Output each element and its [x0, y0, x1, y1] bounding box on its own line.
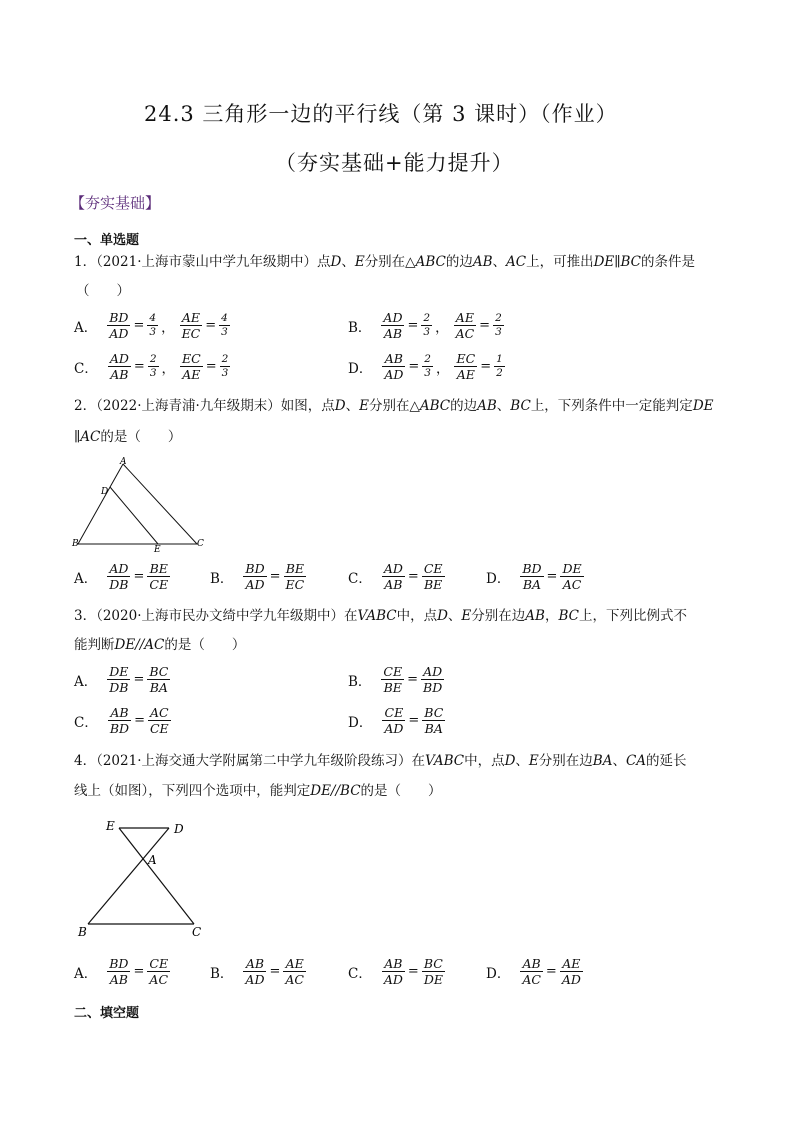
q4-label-e: E: [106, 819, 115, 833]
question-1-blank: （ ）: [76, 283, 130, 299]
question-4-line2: 线上（如图），下列四个选项中，能判定DE//BC的是（ ）: [74, 783, 442, 799]
q2-option-c[interactable]: C． $\frac{AD}{AB}$ = $\frac{CE}{BE}$: [348, 561, 443, 592]
q2-label-d: D: [101, 487, 109, 497]
q2-label-c: C: [197, 539, 204, 549]
q4-option-d[interactable]: D． $\frac{AB}{AC}$ = $\frac{AE}{AD}$: [486, 956, 581, 987]
q4-option-a[interactable]: A． $\frac{BD}{AB}$ = $\frac{CE}{AC}$: [74, 956, 169, 987]
q3-option-d[interactable]: D． $\frac{CE}{AD}$ = $\frac{BC}{BA}$: [348, 705, 444, 736]
q4-label-c: C: [192, 925, 202, 939]
q4-label-d: D: [174, 822, 184, 836]
q4-option-b[interactable]: B． $\frac{AB}{AD}$ = $\frac{AE}{AC}$: [210, 956, 304, 987]
question-4-line1: 4．（2021·上海交通大学附属第二中学九年级阶段练习）在VABC中，点D、E分别在边BA、CA的延长: [74, 753, 687, 769]
part1-heading: 一、单选题: [74, 233, 140, 248]
question-3-line1: 3．（2020·上海市民办文绮中学九年级期中）在VABC中，点D、E分别在边AB，BC上，下列比例式不: [74, 608, 687, 624]
q1-option-b[interactable]: B． $\frac{AD}{AB}$ = $\frac{2}{3}$ ， $\frac{AE}{AC}$ = $\frac{2}{3}$: [348, 310, 502, 341]
question-2-line1: 2．（2022·上海青浦·九年级期末）如图，点D、E分别在△ABC的边AB、BC上，下列条件中一定能判定DE: [74, 398, 714, 414]
q2-option-b[interactable]: B． $\frac{BD}{AD}$ = $\frac{BE}{EC}$: [210, 561, 305, 592]
q2-triangle-figure: [70, 455, 210, 555]
q4-label-b: B: [78, 925, 87, 939]
q3-option-b[interactable]: B． $\frac{CE}{BE}$ = $\frac{AD}{BD}$: [348, 664, 443, 695]
section-label: 【夯实基础】: [70, 194, 161, 212]
q1-option-c[interactable]: C． $\frac{AD}{AB}$ = $\frac{2}{3}$ ， $\frac{EC}{AE}$ = $\frac{2}{3}$: [74, 351, 229, 382]
q2-label-b: B: [72, 539, 79, 549]
q1-option-d[interactable]: D． $\frac{AB}{AD}$ = $\frac{2}{3}$ ， $\frac{EC}{AE}$ = $\frac{1}{2}$: [348, 351, 503, 382]
q3-option-a[interactable]: A． $\frac{DE}{DB}$ = $\frac{BC}{BA}$: [74, 664, 169, 695]
q1-option-a[interactable]: A． $\frac{BD}{AD}$ = $\frac{4}{3}$ ， $\frac{AE}{EC}$ = $\frac{4}{3}$: [74, 310, 228, 341]
q2-option-d[interactable]: D． $\frac{BD}{BA}$ = $\frac{DE}{AC}$: [486, 561, 582, 592]
q2-label-e: E: [154, 545, 161, 555]
q4-hourglass-figure: [74, 812, 214, 942]
question-2-line2: ∥AC的是（ ）: [74, 429, 182, 445]
page-subtitle: （夯实基础+能力提升）: [275, 151, 514, 175]
q4-option-c[interactable]: C． $\frac{AB}{AD}$ = $\frac{BC}{DE}$: [348, 956, 443, 987]
part2-heading: 二、填空题: [74, 1006, 140, 1021]
question-3-line2: 能判断DE//AC的是（ ）: [74, 637, 246, 653]
page-title: 24.3 三角形一边的平行线（第 3 课时）（作业）: [144, 102, 618, 126]
question-1-line1: 1．（2021·上海市蒙山中学九年级期中）点D、E分别在△ABC的边AB、AC上，可推出DE∥BC的条件是: [74, 254, 696, 270]
q2-label-a: A: [120, 457, 127, 467]
q3-option-c[interactable]: C． $\frac{AB}{BD}$ = $\frac{AC}{CE}$: [74, 705, 169, 736]
q2-option-a[interactable]: A． $\frac{AD}{DB}$ = $\frac{BE}{CE}$: [74, 561, 169, 592]
q4-label-a: A: [148, 853, 157, 867]
